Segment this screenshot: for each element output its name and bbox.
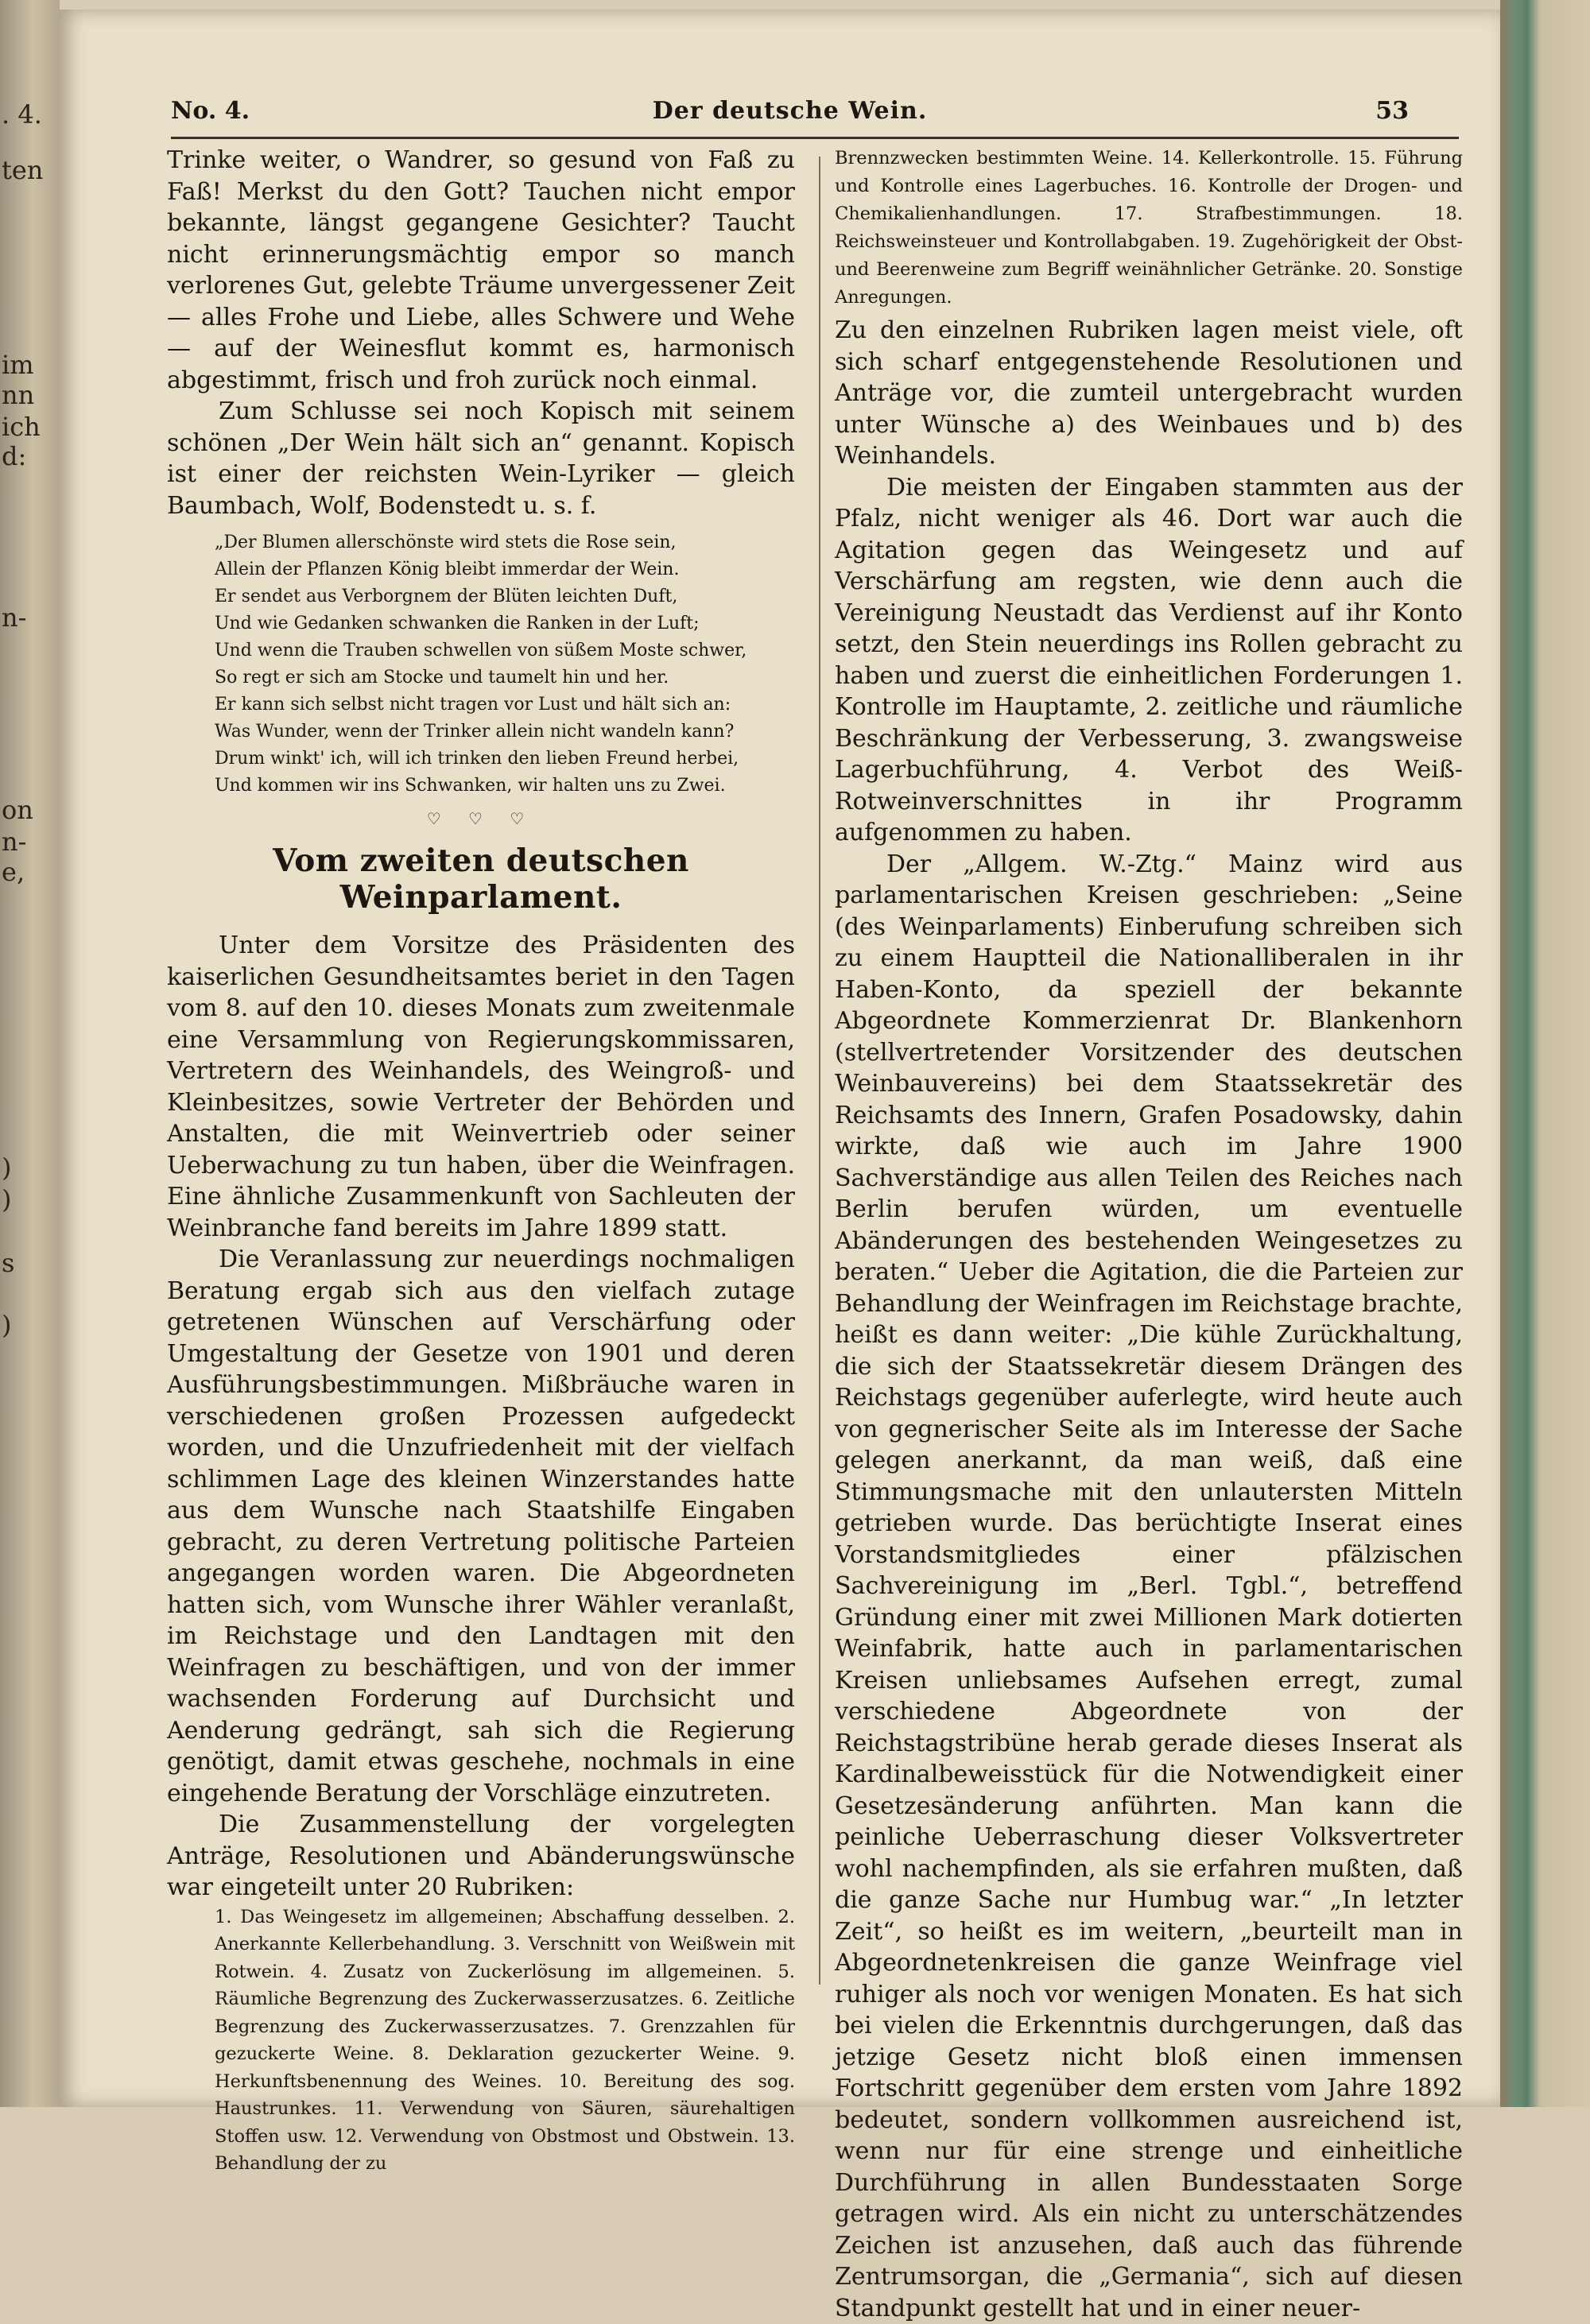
right-column [835, 145, 1463, 2324]
left-column [167, 145, 795, 2178]
paragraph: Die meisten der Eingaben stammten aus der Pfalz, nicht weniger als 46. Dort war auch die Agitation gegen das Weingesetz und auf Verschärfung am regsten, wie denn auch die Vereinigung Neustadt das Verdienst auf ihr Konto setzt, den Stein neuerdings ins Rollen gebracht zu haben und zuerst die einheitlichen Forderungen 1. Kontrolle im Hauptamte, 2. zeitliche und räumliche Beschränkung der Verbesserung, 3. zwangsweise Lagerbuchführung, 4. Verbot des Weiß-Rotweinverschnittes in ihr Programm aufgenommen zu haben. [835, 472, 1463, 849]
paragraph: Die Zusammenstellung der vorgelegten Anträge, Resolutionen und Abänderungswünsche war eingeteilt unter 20 Rubriken: [167, 1809, 795, 1904]
previous-page-edge [0, 0, 60, 2107]
poem-line: Drum winkt' ich, will ich trinken den lieben Freund herbei, [215, 746, 795, 773]
margin-fragment: d: [2, 441, 26, 471]
poem-line: Er sendet aus Verborgnem der Blüten leichten Duft, [215, 583, 795, 610]
poem-line: „Der Blumen allerschönste wird stets die Rose sein, [215, 529, 795, 556]
paragraph: Der „Allgem. W.-Ztg.“ Mainz wird aus parlamentarischen Kreisen geschrieben: „Seine (des Weinparlaments) Einberufung schreiben sich zu einem Hauptteil die Nationalliberalen in ihr Haben-Konto, da speziell der bekannte Abgeordnete Kommerzienrat Dr. Blankenhorn (stellvertretender Vorsitzender des deutschen Weinbauvereins) bei dem Staatssekretär des Reichsamts des Innern, Grafen Posadowsky, dahin wirkte, daß wie auch im Jahre 1900 Sachverständige aus allen Teilen des Reiches nach Berlin berufen würden, um eventuelle Abänderungen des bestehenden Weingesetzes zu beraten.“ Ueber die Agitation, die die Parteien zur Behandlung der Weinfragen im Reichstage brachte, heißt es dann weiter: „Die kühle Zurückhaltung, die sich der Staatssekretär diesem Drängen des Reichstags gegenüber auferlegte, wird heute auch von gegnerischer Seite als im Interesse der Sache gelegen anerkannt, da man weiß, daß eine Stimmungsmache mit den unlautersten Mitteln getrieben wurde. Das berüchtigte Inserat eines Vorstandsmitgliedes einer pfälzischen Sachvereinigung im „Berl. Tgbl.“, betreffend Gründung einer mit zwei Millionen Mark dotierten Weinfabrik, hatte auch in parlamentarischen Kreisen unliebsames Aufsehen erregt, zumal verschiedene Abgeordnete von der Reichstagstribüne herab gerade dieses Inserat als Kardinalbeweisstück für die Notwendigkeit einer Gesetzesänderung anführten. Man kann die peinliche Ueberraschung dieser Volksvertreter wohl nachempfinden, als sie erfahren mußten, daß die ganze Sache nur Humbug war.“ „In letzter Zeit“, so heißt es im weitern, „beurteilt man in Abgeordnetenkreisen die ganze Weinfrage viel ruhiger als noch vor wenigen Monaten. Es hat sich bei vielen die Erkenntnis durchgerungen, daß das jetzige Gesetz nicht bloß einen immensen Fortschritt gegenüber dem ersten vom Jahre 1892 bedeutet, sondern vollkommen ausreichend ist, wenn nur für eine strenge und einheitliche Durchführung in allen Bundesstaaten Sorge getragen wird. Als ein nicht zu unterschätzendes Zeichen ist anzusehen, daß auch das führende Zentrumsorgan, die „Germania“, sich auf diesen Standpunkt gestellt hat und in einer neuer- [835, 849, 1463, 2324]
poem-line: Allein der Pflanzen König bleibt immerdar der Wein. [215, 556, 795, 583]
publication-title: Der deutsche Wein. [171, 97, 1409, 125]
margin-fragment: on [2, 795, 33, 825]
poem-line: Und kommen wir ins Schwanken, wir halten uns zu Zwei. [215, 773, 795, 800]
margin-fragment: ten [2, 155, 43, 185]
margin-fragment: nn [2, 380, 34, 410]
issue-number: No. 4. [171, 97, 250, 125]
poem-line: So regt er sich am Stocke und taumelt hin und her. [215, 664, 795, 691]
paragraph: Zum Schlusse sei noch Kopisch mit seinem schönen „Der Wein hält sich an“ genannt. Kopisch ist einer der reichsten Wein-Lyriker — gleich Baumbach, Wolf, Bodenstedt u. s. f. [167, 396, 795, 521]
margin-fragment: n- [2, 602, 26, 633]
book-edge [1500, 0, 1590, 2107]
poem-line: Er kann sich selbst nicht tragen vor Lust und hält sich an: [215, 691, 795, 719]
header-rule [171, 137, 1459, 139]
margin-fragment: . 4. [2, 99, 42, 130]
margin-fragment: ich [2, 412, 41, 442]
poem-line: Was Wunder, wenn der Trinker allein nicht wandeln kann? [215, 719, 795, 746]
section-ornament: ♡ ♡ ♡ [167, 809, 795, 828]
article-heading: Vom zweiten deutschen Weinparlament. [167, 842, 795, 916]
margin-fragment: ) [2, 1152, 11, 1183]
poem-quote [215, 529, 795, 800]
margin-fragment: n- [2, 827, 26, 857]
newspaper-page [60, 10, 1500, 2107]
poem-line: Und wenn die Trauben schwellen von süßem Moste schwer, [215, 637, 795, 664]
margin-fragment: im [2, 350, 34, 380]
paragraph: Trinke weiter, o Wandrer, so gesund von Faß zu Faß! Merkst du den Gott? Tauchen nicht empor bekannte, längst gegangene Gesichter? Taucht nicht erinnerungsmächtig empor so manch verlorenes Gut, gelebte Träume unvergessener Zeit — alles Frohe und Liebe, alles Schwere und Wehe — auf der Weinesflut kommt es, harmonisch abgestimmt, frisch und froh zurück noch einmal. [167, 145, 795, 396]
paragraph: Zu den einzelnen Rubriken lagen meist viele, oft sich scharf entgegenstehende Resolutionen und Anträge vor, die zumteil untergebracht wurden unter Wünsche a) des Weinbaues und b) des Weinhandels. [835, 315, 1463, 472]
column-divider [819, 157, 820, 1985]
margin-fragment: s [2, 1248, 14, 1278]
margin-fragment: ) [2, 1184, 11, 1214]
rubric-list: 1. Das Weingesetz im allgemeinen; Abschaffung desselben. 2. Anerkannte Kellerbehandlung. 3. Verschnitt von Weißwein mit Rotwein. 4. Zusatz von Zuckerlösung im allgemeinen. 5. Räumliche Begrenzung des Zuckerwasserzusatzes. 6. Zeitliche Begrenzung des Zuckerwasserzusatzes. 7. Grenzzahlen für gezuckerte Weine. 8. Deklaration gezuckerter Weine. 9. Herkunftsbenennung des Weines. 10. Bereitung des sog. Haustrunkes. 11. Verwendung von Säuren, säurehaltigen Stoffen usw. 12. Verwendung von Obstmost und Obstwein. 13. Behandlung der zu [215, 1904, 795, 2178]
margin-fragment: e, [2, 857, 25, 887]
page-number: 53 [1375, 97, 1409, 125]
rubric-list-continued: Brennzwecken bestimmten Weine. 14. Kellerkontrolle. 15. Führung und Kontrolle eines Lagerbuches. 16. Kontrolle der Drogen- und Chemikalienhandlungen. 17. Strafbestimmungen. 18. Reichsweinsteuer und Kontrollabgaben. 19. Zugehörigkeit der Obst- und Beerenweine zum Begriff weinähnlicher Getränke. 20. Sonstige Anregungen. [835, 145, 1463, 312]
paragraph: Unter dem Vorsitze des Präsidenten des kaiserlichen Gesundheitsamtes beriet in den Tagen vom 8. auf den 10. dieses Monats zum zweitenmale eine Versammlung von Regierungskommissaren, Vertretern des Weinhandels, des Weingroß- und Kleinbesitzes, sowie Vertreter der Behörden und Anstalten, die mit Weinvertrieb oder seiner Ueberwachung zu tun haben, über die Weinfragen. Eine ähnliche Zusammenkunft von Sachleuten der Weinbranche fand bereits im Jahre 1899 statt. [167, 930, 795, 1244]
page-header [171, 97, 1409, 132]
margin-fragment: ) [2, 1310, 11, 1340]
paragraph: Die Veranlassung zur neuerdings nochmaligen Beratung ergab sich aus den vielfach zutage getretenen Wünschen auf Verschärfung oder Umgestaltung der Gesetze von 1901 und deren Ausführungsbestimmungen. Mißbräuche waren in verschiedenen großen Prozessen aufgedeckt worden, und die Unzufriedenheit mit der vielfach schlimmen Lage des kleinen Winzerstandes hatte aus dem Wunsche nach Staatshilfe Eingaben gebracht, zu deren Vertretung politische Parteien angegangen worden waren. Die Abgeordneten hatten sich, vom Wunsche ihrer Wähler veranlaßt, im Reichstage und den Landtagen mit den Weinfragen zu beschäftigen, und von der immer wachsenden Forderung auf Durchsicht und Aenderung gedrängt, sah sich die Regierung genötigt, damit etwas geschehe, nochmals in eine eingehende Beratung der Vorschläge einzutreten. [167, 1244, 795, 1809]
poem-line: Und wie Gedanken schwanken die Ranken in der Luft; [215, 610, 795, 637]
